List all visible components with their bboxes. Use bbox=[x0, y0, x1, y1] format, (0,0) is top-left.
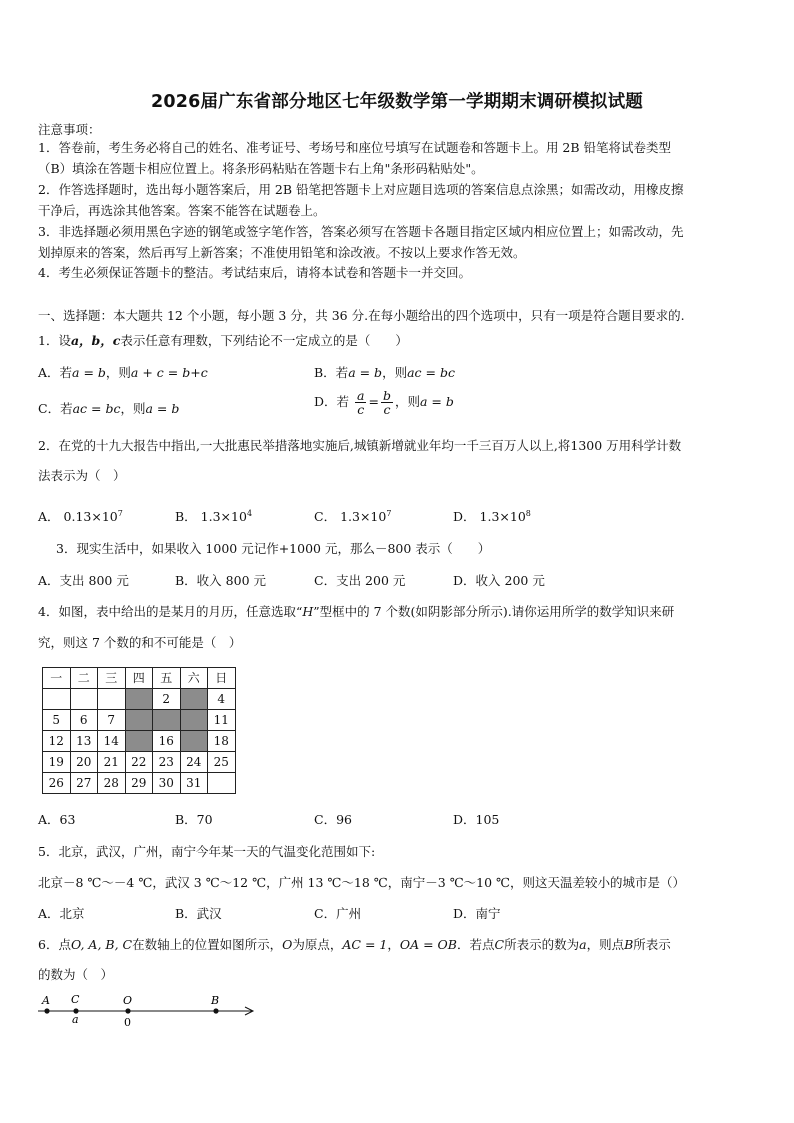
label-a-value: a bbox=[72, 1013, 79, 1026]
calendar-header-cell: 六 bbox=[180, 668, 208, 689]
number-line-diagram bbox=[34, 992, 264, 1032]
calendar-cell bbox=[98, 689, 126, 710]
notice-line: 2．作答选择题时，选出每小题答案后，用 2B 铅笔把答题卡上对应题目选项的答案信息点涂黑；如需改动，用橡皮擦 bbox=[38, 182, 684, 197]
calendar-cell: 2 bbox=[153, 689, 181, 710]
fraction-b-over-c: $\frac{b}{c}$ bbox=[382, 388, 391, 417]
q2-stem-line2: 法表示为（ ） bbox=[38, 468, 126, 483]
calendar-cell: 7 bbox=[98, 710, 126, 731]
q4-stem-line2: 究，则这 7 个数的和不可能是（ ） bbox=[38, 635, 242, 650]
calendar-cell: 11 bbox=[208, 710, 236, 731]
calendar-row bbox=[43, 752, 236, 773]
q5-data: 北京－8 ℃～－4 ℃，武汉 3 ℃～12 ℃，广州 13 ℃～18 ℃，南宁－3 ℃～10 ℃，则这天温差较小的城市是（） bbox=[38, 875, 686, 890]
calendar-row bbox=[43, 773, 236, 794]
calendar-cell: 19 bbox=[43, 752, 71, 773]
q5-option-b: B．武汉 bbox=[175, 906, 222, 921]
q5-option-a: A．北京 bbox=[38, 906, 85, 921]
point-a-dot bbox=[44, 1008, 49, 1013]
calendar-cell: 5 bbox=[43, 710, 71, 731]
label-o: O bbox=[123, 994, 133, 1007]
q4-stem-line1: 4．如图，表中给出的是某月的月历，任意选取“H”型框中的 7 个数(如阴影部分所示).请你运用所学的数学知识来研 bbox=[38, 604, 675, 619]
calendar-row bbox=[43, 710, 236, 731]
calendar-cell bbox=[180, 689, 208, 710]
notice-line: 划掉原来的答案，然后再写上新答案；不准使用铅笔和涂改液。不按以上要求作答无效。 bbox=[38, 245, 526, 260]
q5-stem: 5．北京，武汉，广州，南宁今年某一天的气温变化范围如下: bbox=[38, 844, 376, 859]
fraction-a-over-c: $\frac{a}{c}$ bbox=[357, 388, 365, 417]
calendar-cell: 20 bbox=[70, 752, 98, 773]
calendar-cell bbox=[125, 710, 153, 731]
calendar-cell bbox=[70, 689, 98, 710]
q4-option-c: C．96 bbox=[314, 812, 352, 827]
label-a: A bbox=[42, 994, 50, 1007]
calendar-cell: 4 bbox=[208, 689, 236, 710]
q1-option-b: B．若a = b，则ac = bc bbox=[314, 365, 455, 380]
q1-option-d: D．若 $\frac{a}{c}$ = $\frac{b}{c}$ ，则a = b bbox=[314, 388, 454, 417]
q1-option-a: A．若a = b，则a + c = b+c bbox=[38, 365, 208, 380]
calendar-cell: 27 bbox=[70, 773, 98, 794]
point-o-dot bbox=[125, 1008, 130, 1013]
q4-option-d: D．105 bbox=[453, 812, 500, 827]
calendar-cell: 24 bbox=[180, 752, 208, 773]
calendar-row bbox=[43, 731, 236, 752]
calendar-cell: 16 bbox=[153, 731, 181, 752]
q4-option-b: B．70 bbox=[175, 812, 213, 827]
notice-line: 干净后，再选涂其他答案。答案不能答在试题卷上。 bbox=[38, 203, 326, 218]
calendar-cell: 6 bbox=[70, 710, 98, 731]
q4-option-a: A．63 bbox=[38, 812, 76, 827]
q5-option-d: D．南宁 bbox=[453, 906, 501, 921]
calendar-header-cell: 四 bbox=[125, 668, 153, 689]
calendar-header-cell: 日 bbox=[208, 668, 236, 689]
calendar-cell: 30 bbox=[153, 773, 181, 794]
q2-option-a: A． $0.13\times 10^7$ bbox=[38, 509, 123, 525]
calendar-cell: 31 bbox=[180, 773, 208, 794]
notice-line: 3．非选择题必须用黑色字迹的钢笔或签字笔作答，答案必须写在答题卡各题目指定区域内相应位置上；如需改动，先 bbox=[38, 224, 684, 239]
q2-option-b: B． $1.3\times 10^4$ bbox=[175, 509, 253, 525]
q3-option-d: D．收入 200 元 bbox=[453, 573, 545, 588]
calendar-cell: 28 bbox=[98, 773, 126, 794]
calendar-cell bbox=[125, 689, 153, 710]
q3-option-b: B．收入 800 元 bbox=[175, 573, 266, 588]
calendar-cell: 13 bbox=[70, 731, 98, 752]
q3-stem: 3．现实生活中，如果收入 1000 元记作+1000 元，那么－800 表示（ ） bbox=[56, 541, 491, 556]
calendar-row bbox=[43, 689, 236, 710]
calendar-cell bbox=[180, 731, 208, 752]
q3-option-a: A．支出 800 元 bbox=[38, 573, 129, 588]
calendar-cell bbox=[125, 731, 153, 752]
q2-option-d: D． $1.3\times 10^8$ bbox=[453, 509, 531, 525]
notice-line: 4．考生必须保证答题卡的整洁。考试结束后，请将本试卷和答题卡一并交回。 bbox=[38, 265, 471, 280]
notice-heading: 注意事项： bbox=[38, 122, 101, 137]
calendar-cell: 12 bbox=[43, 731, 71, 752]
calendar-cell bbox=[153, 710, 181, 731]
label-c: C bbox=[71, 993, 80, 1006]
calendar-header-cell: 一 bbox=[43, 668, 71, 689]
calendar-cell: 29 bbox=[125, 773, 153, 794]
label-zero: 0 bbox=[124, 1016, 131, 1029]
calendar-header-cell: 三 bbox=[98, 668, 126, 689]
calendar-header-cell: 五 bbox=[153, 668, 181, 689]
q1-stem: 1．设a，b，c表示任意有理数，下列结论不一定成立的是（ ） bbox=[38, 333, 408, 348]
calendar-cell: 14 bbox=[98, 731, 126, 752]
label-b: B bbox=[211, 994, 220, 1007]
calendar-cell: 18 bbox=[208, 731, 236, 752]
calendar-cell: 26 bbox=[43, 773, 71, 794]
calendar-header-cell: 二 bbox=[70, 668, 98, 689]
q3-option-c: C．支出 200 元 bbox=[314, 573, 406, 588]
calendar-cell: 22 bbox=[125, 752, 153, 773]
q2-stem-line1: 2．在党的十九大报告中指出,一大批惠民举措落地实施后,城镇新增就业年均一千三百万人以上,将1300 万用科学计数 bbox=[38, 438, 682, 453]
page-title: 2026届广东省部分地区七年级数学第一学期期末调研模拟试题 bbox=[150, 92, 643, 112]
q6-stem-line1: 6．点O, A, B, C在数轴上的位置如图所示，O为原点，AC = 1，OA = OB．若点C所表示的数为a，则点B所表示 bbox=[38, 937, 671, 952]
section-heading: 一、选择题：本大题共 12 个小题，每小题 3 分，共 36 分.在每小题给出的四个选项中，只有一项是符合题目要求的. bbox=[38, 308, 685, 323]
q6-stem-line2: 的数为（ ） bbox=[38, 967, 114, 982]
q5-option-c: C．广州 bbox=[314, 906, 362, 921]
q2-option-c: C． $1.3\times 10^7$ bbox=[314, 509, 392, 525]
calendar-cell: 25 bbox=[208, 752, 236, 773]
calendar-table bbox=[42, 667, 236, 794]
calendar-header-row bbox=[43, 668, 236, 689]
calendar-cell bbox=[208, 773, 236, 794]
calendar-cell bbox=[180, 710, 208, 731]
point-b-dot bbox=[213, 1008, 218, 1013]
notice-line: （B）填涂在答题卡相应位置上。将条形码粘贴在答题卡右上角"条形码粘贴处"。 bbox=[38, 161, 484, 176]
calendar-cell bbox=[43, 689, 71, 710]
q1-option-c: C．若ac = bc，则a = b bbox=[38, 401, 180, 416]
notice-line: 1．答卷前，考生务必将自己的姓名、准考证号、考场号和座位号填写在试题卷和答题卡上。用 2B 铅笔将试卷类型 bbox=[38, 140, 672, 155]
calendar-cell: 23 bbox=[153, 752, 181, 773]
calendar-cell: 21 bbox=[98, 752, 126, 773]
